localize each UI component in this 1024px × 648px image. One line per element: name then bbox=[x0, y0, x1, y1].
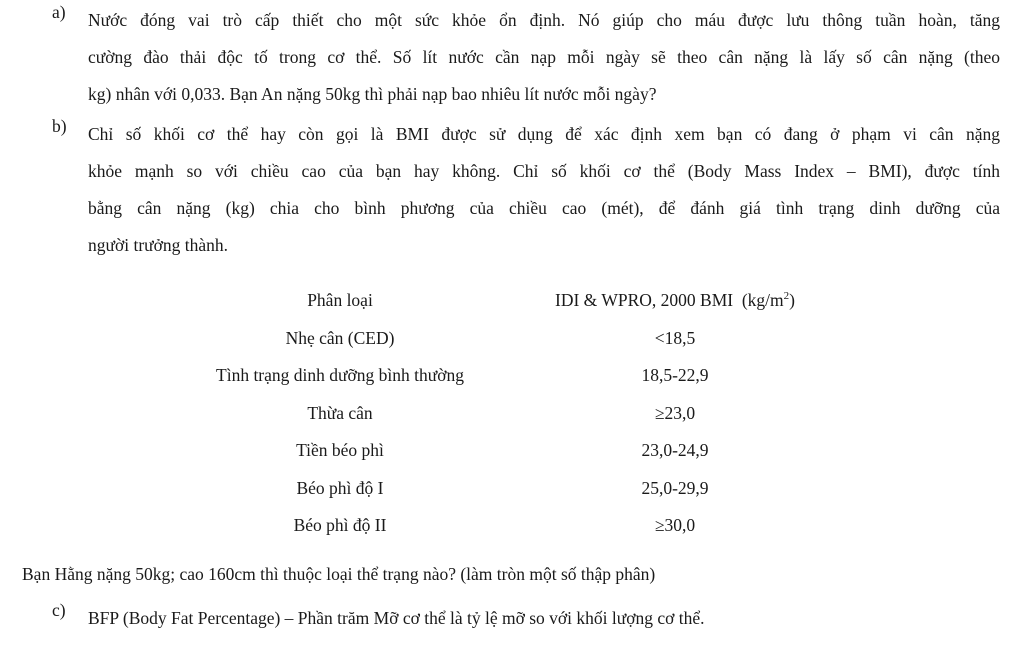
paragraph-a-text bbox=[88, 2, 1000, 113]
table-header-unit-sup: 2 bbox=[783, 290, 790, 303]
table-row bbox=[170, 470, 840, 508]
table-cell-category: Thừa cân bbox=[307, 402, 373, 423]
bmi-question: Bạn Hằng nặng 50kg; cao 160cm thì thuộc loại thể trạng nào? (làm tròn một số thập phân) bbox=[22, 564, 656, 584]
paragraph-b-line-2: khỏe mạnh so với chiều cao của bạn hay không. Chỉ số khối cơ thể (Body Mass Index – BMI), được tính bbox=[88, 161, 1000, 181]
paragraph-c-marker: c) bbox=[52, 600, 66, 620]
table-header-category: Phân loại bbox=[307, 290, 373, 311]
paragraph-b-line-3: bằng cân nặng (kg) chia cho bình phương của chiều cao (mét), để đánh giá tình trạng dinh dưỡng của bbox=[88, 198, 1000, 218]
paragraph-b-text bbox=[88, 116, 1000, 264]
table-cell-range: 18,5-22,9 bbox=[641, 365, 709, 386]
paragraph-b-line-4: người trưởng thành. bbox=[88, 235, 229, 255]
table-cell-category: Béo phì độ I bbox=[296, 477, 384, 498]
table-cell-range: <18,5 bbox=[654, 327, 696, 348]
table-row bbox=[170, 320, 840, 358]
paragraph-a-line-3: kg) nhân với 0,033. Bạn An nặng 50kg thì phải nạp bao nhiêu lít nước mỗi ngày? bbox=[88, 84, 657, 104]
bmi-classification-table bbox=[170, 282, 840, 545]
table-cell-range: ≥23,0 bbox=[654, 402, 696, 423]
paragraph-a-line-1: Nước đóng vai trò cấp thiết cho một sức khỏe ổn định. Nó giúp cho máu được lưu thông tuần hoàn, tăng bbox=[88, 10, 1000, 30]
table-cell-category: Béo phì độ II bbox=[293, 515, 387, 536]
table-header-unit bbox=[742, 290, 795, 310]
table-header-bmi bbox=[510, 282, 840, 320]
table-row bbox=[170, 432, 840, 470]
table-cell-category: Tiền béo phì bbox=[296, 440, 384, 461]
table-row bbox=[170, 507, 840, 545]
table-header-bmi-label: IDI & WPRO, 2000 BMI bbox=[555, 290, 734, 311]
table-cell-range: 23,0-24,9 bbox=[641, 440, 709, 461]
paragraph-b-marker: b) bbox=[52, 116, 67, 136]
table-header-unit-base: (kg/m bbox=[741, 290, 784, 311]
table-header-row bbox=[170, 282, 840, 320]
paragraph-c-line-1: BFP (Body Fat Percentage) – Phần trăm Mỡ cơ thể là tỷ lệ mỡ so với khối lượng cơ thể. bbox=[88, 608, 705, 628]
table-cell-range: 25,0-29,9 bbox=[641, 477, 709, 498]
paragraph-c-text bbox=[88, 600, 1000, 637]
table-header-unit-end: ) bbox=[789, 290, 795, 311]
table-row bbox=[170, 395, 840, 433]
table-cell-range: ≥30,0 bbox=[654, 515, 696, 536]
table-cell-category: Nhẹ cân (CED) bbox=[285, 327, 395, 348]
table-cell-category: Tình trạng dinh dưỡng bình thường bbox=[216, 365, 464, 386]
paragraph-a-line-2: cường đào thải độc tố trong cơ thể. Số lít nước cần nạp mỗi ngày sẽ theo cân nặng là lấy số cân nặng (theo bbox=[88, 47, 1000, 67]
paragraph-a-marker: a) bbox=[52, 2, 66, 22]
table-row bbox=[170, 357, 840, 395]
paragraph-b-line-1: Chỉ số khối cơ thể hay còn gọi là BMI được sử dụng để xác định xem bạn có đang ở phạm vi cân nặng bbox=[88, 124, 1000, 144]
